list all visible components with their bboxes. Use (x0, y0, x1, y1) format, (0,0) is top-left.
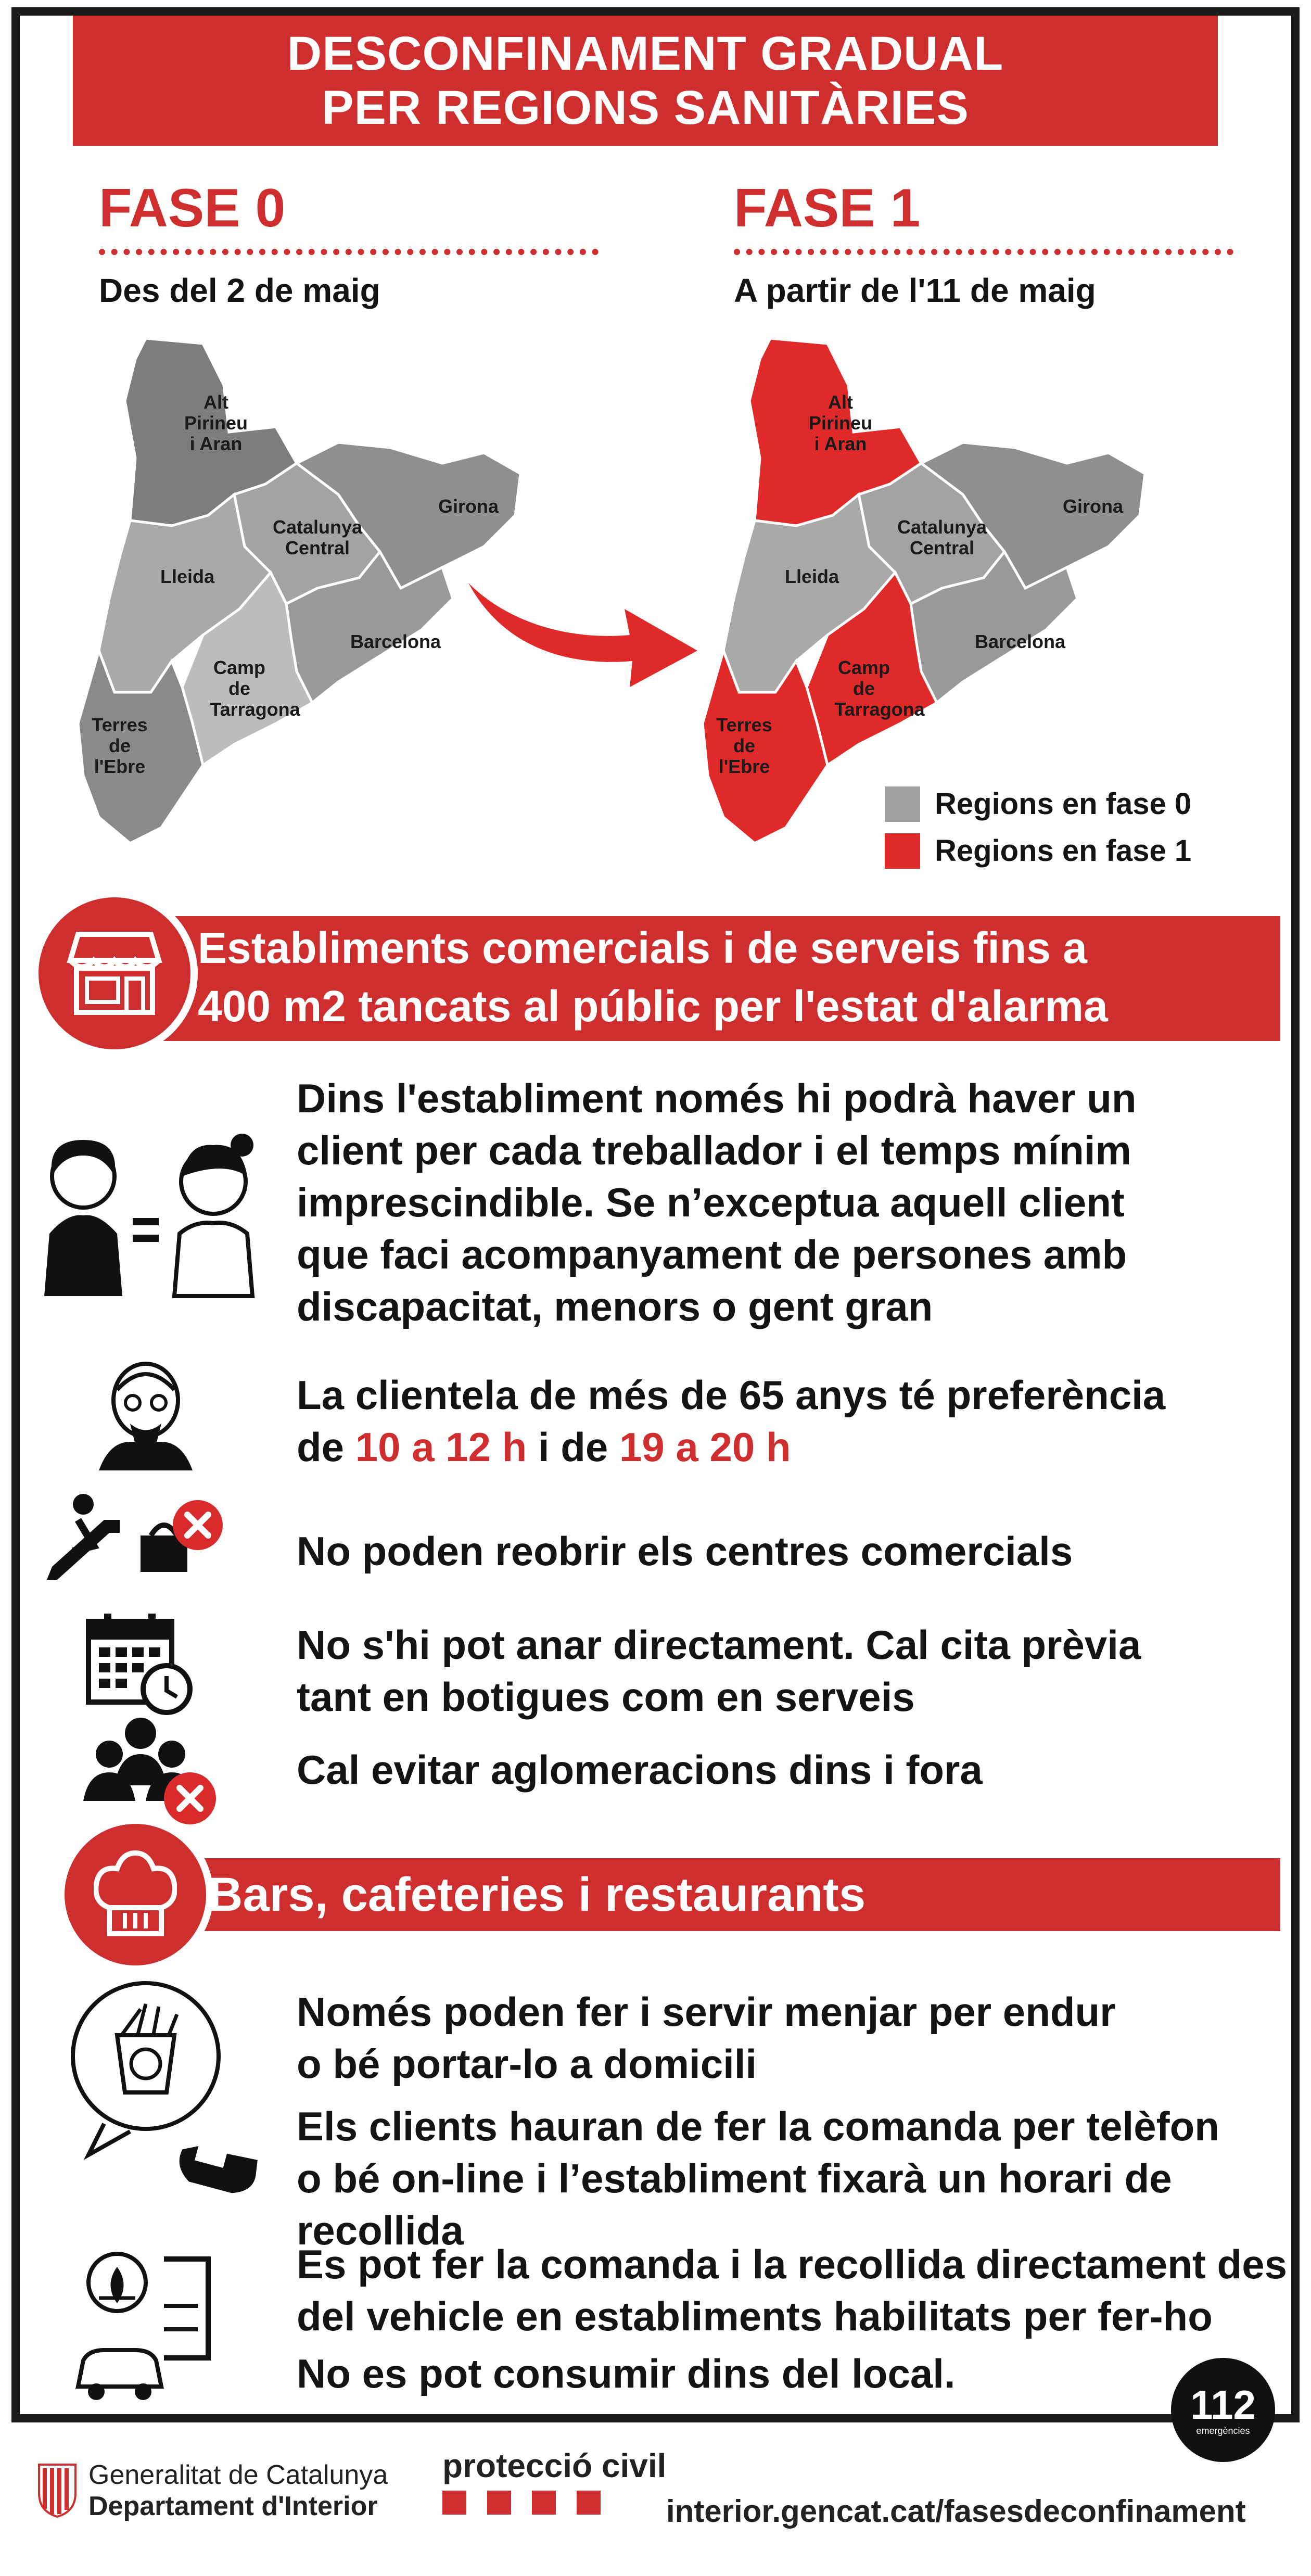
phase-0-date: Des del 2 de maig (99, 272, 380, 309)
svg-text:Lleida: Lleida (784, 566, 839, 587)
proteccio-civil-squares (442, 2491, 601, 2515)
svg-text:Catalunya: Catalunya (897, 516, 987, 538)
svg-text:Girona: Girona (438, 496, 499, 517)
generalitat-logo (36, 2462, 78, 2519)
svg-text:Camp: Camp (213, 657, 266, 678)
rule-elderly-priority (36, 1348, 1280, 1483)
footer (0, 2426, 1311, 2576)
svg-text:de: de (228, 678, 251, 699)
calendar-clock-icon (83, 1608, 198, 1718)
crowd-forbidden-icon (83, 1712, 219, 1827)
svg-text:Terres: Terres (92, 714, 148, 735)
generalitat-name: Generalitat de Catalunya (88, 2460, 388, 2490)
legend-item-phase-1 (885, 828, 1280, 874)
rule-prior-appointment (36, 1608, 1280, 1723)
website-link[interactable]: interior.gencat.cat/fasesdeconfinament (666, 2494, 1246, 2529)
phase-1-title: FASE 1 (734, 178, 921, 238)
rule-elderly-text: La clientela de més de 65 anys té preferència de 10 a 12 h i de 19 a 20 h (297, 1372, 1166, 1470)
svg-text:Barcelona: Barcelona (350, 631, 441, 652)
section-1-title (198, 919, 1108, 1035)
chef-hat-icon (94, 1850, 177, 1939)
legend-label-phase-0: Regions en fase 0 (935, 787, 1192, 821)
section-1-badge (31, 890, 198, 1057)
svg-text:i Aran: i Aran (814, 433, 867, 454)
svg-text:Pirineu: Pirineu (184, 412, 248, 434)
rule-one-client-text: Dins l'establiment només hi podrà haver un client per cada treballador i el temps mínim imprescindible. Se n’exceptua aquell client que faci acompanyament de persones amb discapacitat, menors o gent gran (297, 1075, 1137, 1329)
legend-item-phase-0 (885, 781, 1280, 828)
svg-text:de: de (108, 735, 131, 756)
transition-arrow-icon (458, 562, 708, 697)
map-phase-1 (692, 328, 1228, 848)
legend-swatch-grey (885, 786, 920, 822)
rule-avoid-crowds-text: Cal evitar aglomeracions dins i fora (297, 1747, 983, 1793)
svg-text:Tarragona: Tarragona (210, 699, 300, 720)
rule-no-consumption-text: No es pot consumir dins del local. (297, 2351, 956, 2396)
svg-text:Central: Central (909, 537, 975, 559)
svg-text:Terres: Terres (716, 714, 772, 735)
drive-through-icon (73, 2243, 234, 2405)
rule-one-client-per-worker (36, 1072, 1280, 1348)
title-line-1: DESCONFINAMENT GRADUAL (287, 27, 1004, 80)
phase-1-date: A partir de l'11 de maig (734, 272, 1096, 309)
svg-text:Catalunya: Catalunya (272, 516, 363, 538)
section-2-badge (57, 1817, 213, 1973)
svg-text:Alt: Alt (828, 391, 853, 413)
svg-text:Barcelona: Barcelona (974, 631, 1066, 652)
legend-label-phase-1: Regions en fase 1 (935, 834, 1192, 868)
badge-112-number: 112 (1190, 2382, 1256, 2428)
title-line-2: PER REGIONS SANITÀRIES (322, 81, 969, 134)
svg-text:de: de (852, 678, 875, 699)
svg-text:Central: Central (285, 537, 350, 559)
svg-text:Alt: Alt (203, 391, 228, 413)
takeaway-phone-icon (62, 1978, 260, 2207)
svg-text:l'Ebre: l'Ebre (718, 756, 770, 777)
department-name: Departament d'Interior (88, 2491, 378, 2521)
rule-prior-appointment-text: No s'hi pot anar directament. Cal cita prèvia tant en botigues com en serveis (297, 1622, 1141, 1720)
svg-text:de: de (733, 735, 756, 756)
svg-text:Camp: Camp (837, 657, 890, 678)
proteccio-civil-label: protecció civil (442, 2447, 667, 2484)
phase-1-header (734, 177, 1233, 311)
svg-text:Lleida: Lleida (160, 566, 215, 587)
svg-text:Tarragona: Tarragona (834, 699, 925, 720)
phase-0-divider (99, 249, 599, 255)
section-1-title-line-2: 400 m2 tancats al públic per l'estat d'alarma (198, 982, 1108, 1031)
shopping-centre-closed-icon (42, 1489, 239, 1588)
shop-assistant-equals-client-icon (36, 1124, 271, 1301)
svg-text:Girona: Girona (1062, 496, 1124, 517)
title-banner (73, 16, 1218, 146)
svg-text:i Aran: i Aran (189, 433, 243, 454)
rule-order-by-phone-text: Els clients hauran de fer la comanda per telèfon o bé on-line i l’establiment fixarà un horari de recollida (297, 2103, 1219, 2253)
rule-avoid-crowds (36, 1712, 1280, 1827)
shop-icon (65, 929, 164, 1018)
elderly-person-icon (88, 1359, 203, 1473)
svg-text:l'Ebre: l'Ebre (94, 756, 146, 777)
phase-1-divider (734, 249, 1233, 255)
phase-0-header (99, 177, 599, 311)
section-1-title-line-1: Establiments comercials i de serveis fins a (198, 923, 1087, 972)
rule-shopping-centres-text: No poden reobrir els centres comercials (297, 1528, 1073, 1574)
rule-shopping-centres-closed (36, 1483, 1280, 1588)
map-legend (885, 781, 1280, 874)
svg-text:Pirineu: Pirineu (808, 412, 873, 434)
rule-drive-through-text: Es pot fer la comanda i la recollida directament des del vehicle en establiments habilitats per fer-ho (297, 2241, 1287, 2339)
section-2-title: Bars, cafeteries i restaurants (208, 1868, 866, 1921)
phase-0-title: FASE 0 (99, 178, 286, 238)
rule-takeaway-text: Només poden fer i servir menjar per endur o bé portar-lo a domicili (297, 1989, 1116, 2087)
badge-112-subtitle: emergències (1196, 2426, 1250, 2436)
legend-swatch-red (885, 833, 920, 869)
